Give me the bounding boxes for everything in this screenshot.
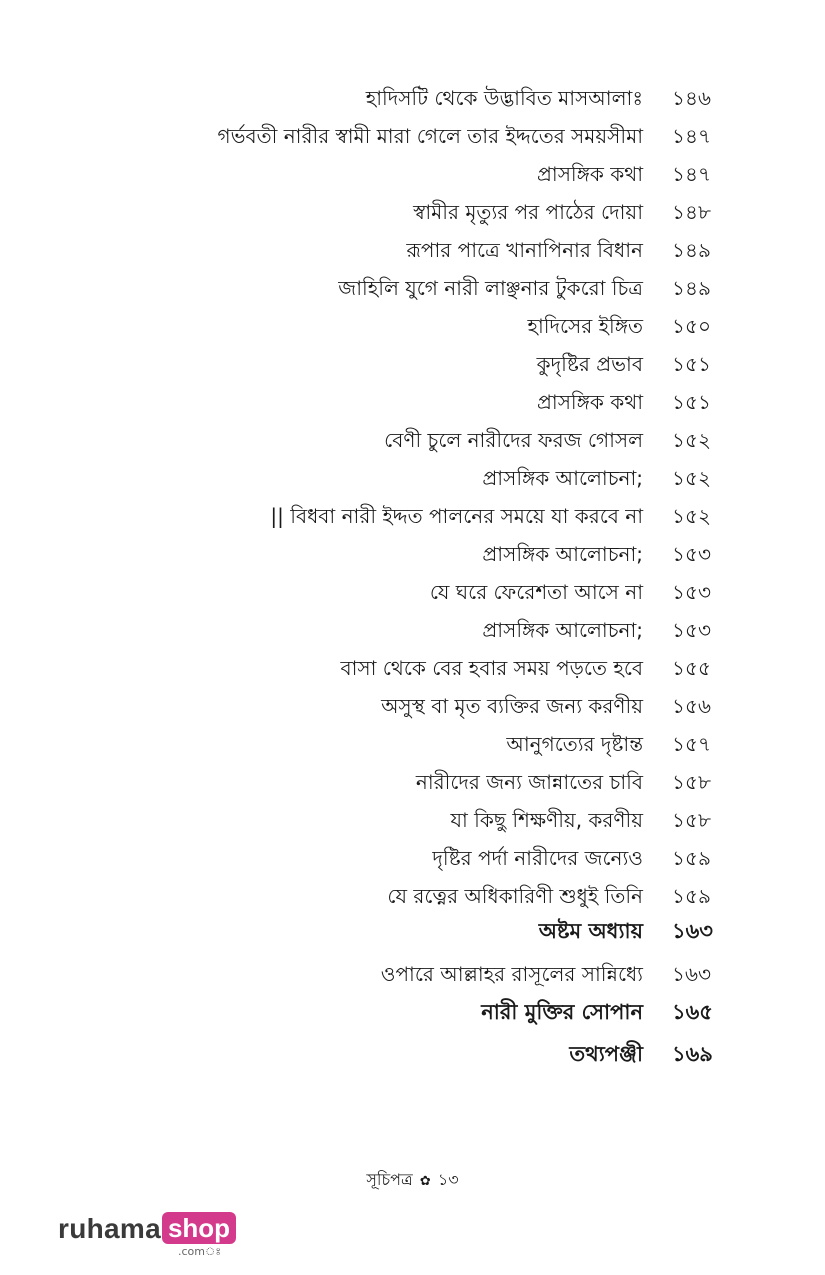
footer-label: সূচিপত্র [366,1170,413,1189]
publisher-logo [58,1212,236,1258]
toc-entry-page: ১৫৯ [672,884,711,908]
logo-text-ruhama: ruhama [58,1213,161,1244]
toc-entry-page: ১৫৬ [672,694,711,718]
toc-entry [0,689,825,723]
toc-entry-title: বাসা থেকে বের হবার সময় পড়তে হবে [340,656,643,680]
toc-entry-page: ১৫২ [672,428,711,452]
toc-entry-title: প্রাসঙ্গিক আলোচনা; [482,466,643,490]
toc-entry-page: ১৫৮ [672,808,711,832]
toc-entry [0,575,825,609]
toc-entry-page: ১৫১ [672,390,711,414]
toc-entry-page: ১৫৭ [672,732,711,756]
toc-entry-page: ১৫৩ [672,542,711,566]
toc-entry-page: ১৫২ [672,466,711,490]
toc-entry [0,423,825,457]
toc-entry-title: যা কিছু শিক্ষণীয়, করণীয় [450,808,643,832]
toc-entry [0,499,825,533]
toc-entry [0,461,825,495]
toc-entry-title: হাদিসটি থেকে উদ্ভাবিত মাসআলাঃ [365,86,643,110]
toc-entry [0,195,825,229]
toc-entry [0,119,825,153]
toc-entry-title: যে ঘরে ফেরেশতা আসে না [429,580,643,604]
toc-entry [0,613,825,647]
toc-entry-page: ১৫০ [672,314,711,338]
toc-entry [0,841,825,875]
toc-entry [0,803,825,837]
toc-entry-page: ১৫৩ [672,580,711,604]
toc-entry-page: ১৫১ [672,352,711,376]
toc-entry-page: ১৫২ [672,504,711,528]
toc-entry-title: নারী মুক্তির সোপান [481,1000,643,1024]
toc-entry-page: ১৪৬ [672,86,711,110]
toc-entry [0,727,825,761]
toc-entry [0,347,825,381]
toc-entry-title: কুদৃষ্টির প্রভাব [536,352,643,376]
toc-entry-title: স্বামীর মৃত্যুর পর পাঠের দোয়া [413,200,643,224]
page-footer [0,1168,825,1194]
toc-entry [0,957,825,991]
toc-entry-title: প্রাসঙ্গিক কথা [536,390,643,414]
toc-entry-title: দৃষ্টির পর্দা নারীদের জন্যেও [432,846,643,870]
toc-entry-page: ১৫৮ [672,770,711,794]
toc-entry-title: হাদিসের ইঙ্গিত [527,314,643,338]
toc-entry [0,309,825,343]
toc-entry [0,385,825,419]
toc-entry-title: জাহিলি যুগে নারী লাঞ্ছনার টুকরো চিত্র [338,276,643,300]
toc-entry-page: ১৪৭ [672,124,711,148]
toc-entry [0,879,825,913]
toc-entry-title: বেণী চুলে নারীদের ফরজ গোসল [384,428,643,452]
toc-entry [0,157,825,191]
toc-entry-title: || বিধবা নারী ইদ্দত পালনের সময়ে যা করবে না [270,504,643,528]
toc-entry-page: ১৫৫ [672,656,711,680]
toc-entry-page: ১৫৯ [672,846,711,870]
logo-text-domain: .comঃ [178,1245,222,1258]
toc-entry-title: তথ্যপঞ্জী [569,1042,643,1066]
toc-entry-page: ১৫৩ [672,618,711,642]
toc-entry-title: প্রাসঙ্গিক কথা [536,162,643,186]
toc-entry [0,651,825,685]
toc-entry-title: যে রত্নের অধিকারিণী শুধুই তিনি [387,884,643,908]
toc-entry [0,233,825,267]
toc-entry [0,765,825,799]
toc-entry-title: অষ্টম অধ্যায় [538,919,643,943]
footer-page-number: ১৩ [437,1170,459,1189]
toc-entry-title: আনুগত্যের দৃষ্টান্ত [506,732,643,756]
toc-entry-title: রূপার পাত্রে খানাপিনার বিধান [406,238,643,262]
toc-entry-page: ১৬৩ [672,919,713,943]
toc-chapter-heading [0,914,825,948]
toc-entry [0,271,825,305]
toc-entry-page: ১৪৭ [672,162,711,186]
toc-chapter-heading [0,995,825,1029]
toc-entry-page: ১৪৯ [672,276,711,300]
toc-entry-title: প্রাসঙ্গিক আলোচনা; [482,542,643,566]
toc-entry-title: গর্ভবতী নারীর স্বামী মারা গেলে তার ইদ্দতের সময়সীমা [217,124,643,148]
toc-entry [0,537,825,571]
toc-entry-title: নারীদের জন্য জান্নাতের চাবি [415,770,643,794]
toc-entry-page: ১৬৯ [672,1042,713,1066]
logo-text-shop: shop [162,1212,236,1244]
toc-chapter-heading [0,1037,825,1071]
toc-entry-page: ১৪৯ [672,238,711,262]
toc-entry-page: ১৬৫ [672,1000,713,1024]
toc-entry-title: অসুস্থ বা মৃত ব্যক্তির জন্য করণীয় [381,694,643,718]
toc-entry-title: ওপারে আল্লাহর রাসূলের সান্নিধ্যে [380,962,643,986]
flower-separator-icon: ✿ [419,1174,431,1189]
toc-entry-page: ১৪৮ [672,200,711,224]
toc-entry-page: ১৬৩ [672,962,711,986]
toc-entry-title: প্রাসঙ্গিক আলোচনা; [482,618,643,642]
toc-entry [0,81,825,115]
